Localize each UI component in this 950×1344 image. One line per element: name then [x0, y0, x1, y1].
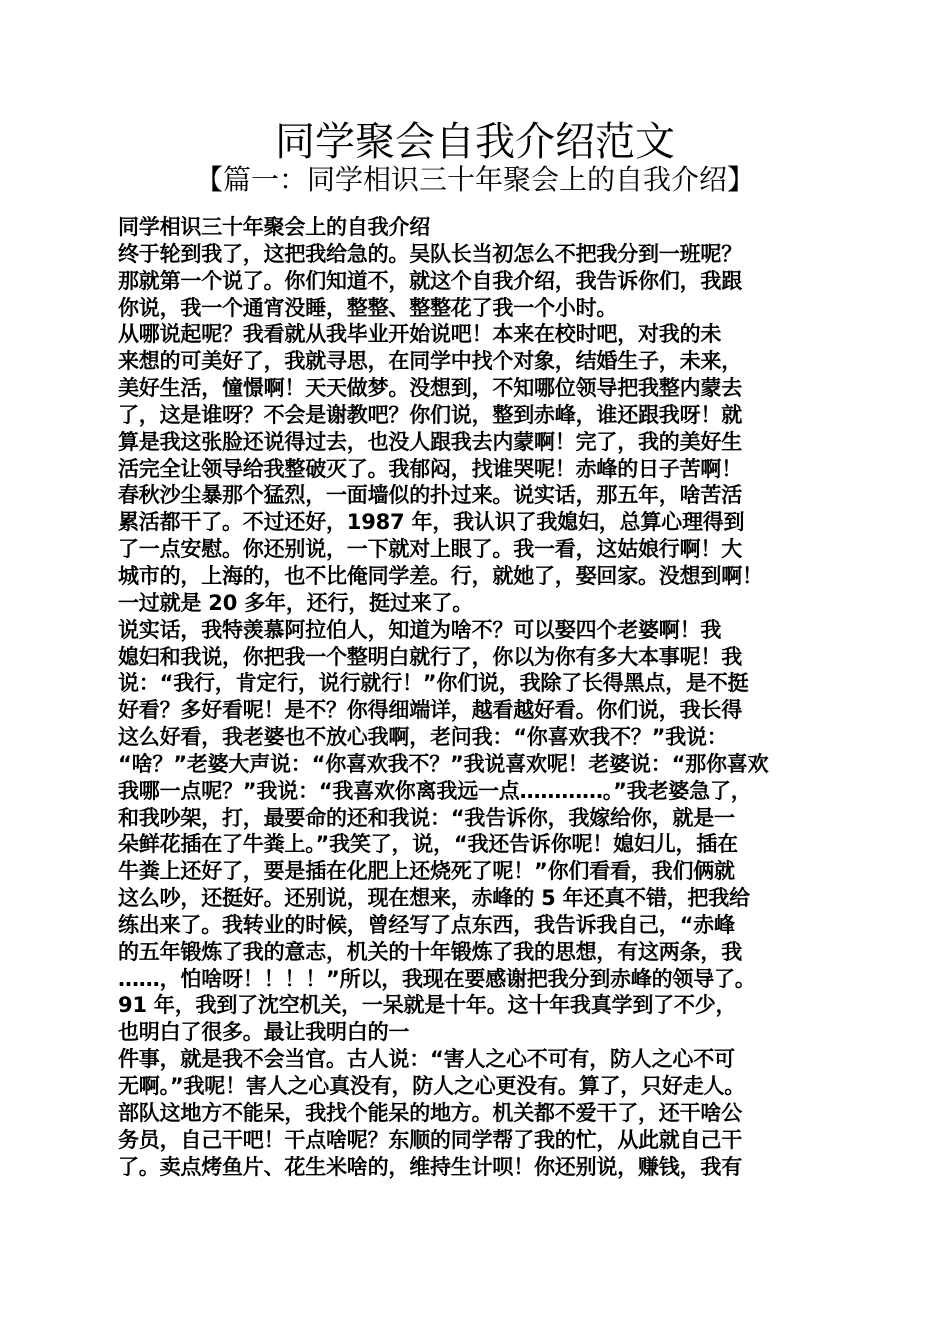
- body-line: 那就第一个说了。你们知道不，就这个自我介绍，我告诉你们，我跟: [118, 268, 742, 293]
- body-line: 从哪说起呢？我看就从我毕业开始说吧！本来在校时吧，对我的未: [118, 322, 722, 347]
- body-line: 朵鲜花插在了牛粪上。”我笑了，说，“我还告诉你呢！媳妇儿，插在: [118, 832, 738, 857]
- body-line: 好看？多好看呢！是不？你得细端详，越看越好看。你们说，我长得: [118, 698, 742, 723]
- body-line: 算是我这张脸还说得过去，也没人跟我去内蒙啊！完了，我的美好生: [118, 429, 742, 454]
- body-line: 这么吵，还挺好。还别说，现在想来，赤峰的 5 年还真不错，把我给: [118, 886, 750, 911]
- body-line: 了。卖点烤鱼片、花生米啥的，维持生计呗！你还别说，赚钱，我有: [118, 1154, 742, 1179]
- body-line: 件事，就是我不会当官。古人说：“害人之心不可有，防人之心不可: [118, 1047, 735, 1072]
- body-line: 一过就是 20 多年，还行，挺过来了。: [118, 590, 474, 615]
- body-line: 说实话，我特羡慕阿拉伯人，知道为啥不？可以娶四个老婆啊！我: [118, 617, 722, 642]
- body-line: 牛粪上还好了，要是插在化肥上还烧死了呢！”你们看看，我们俩就: [118, 859, 735, 884]
- body-line: 你说，我一个通宵没睡，整整、整整花了我一个小时。: [118, 295, 618, 320]
- body-line: 和我吵架，打，最要命的还和我说：“我告诉你，我嫁给你，就是一: [118, 805, 735, 830]
- body-line: 也明白了很多。最让我明白的一: [118, 1020, 410, 1045]
- body-line: 了一点安慰。你还别说，一下就对上眼了。我一看，这姑娘行啊！大: [118, 537, 742, 562]
- body-line: 累活都干了。不过还好，1987 年，我认识了我媳妇，总算心理得到: [118, 510, 745, 535]
- document-title: 同学聚会自我介绍范文: [275, 119, 675, 165]
- body-line: 无啊。”我呢！害人之心真没有，防人之心更没有。算了，只好走人。: [118, 1074, 746, 1098]
- body-line: 说：“我行，肯定行，说行就行！”你们说，我除了长得黑点，是不挺: [118, 671, 749, 696]
- body-line: 我哪一点呢？”我说：“我喜欢你离我远一点…………。”我老婆急了，: [118, 778, 752, 803]
- body-line: 91 年，我到了沈空机关，一呆就是十年。这十年我真学到了不少，: [118, 993, 737, 1018]
- body-line: 了，这是谁呀？不会是谢教吧？你们说，整到赤峰，谁还跟我呀！就: [118, 402, 742, 427]
- body-line: “啥？”老婆大声说：“你喜欢我不？”我说喜欢呢！老婆说：“那你喜欢: [118, 751, 769, 776]
- body-line: 城市的，上海的，也不比俺同学差。行，就她了，娶回家。没想到啊！: [118, 563, 763, 588]
- body-line: 部队这地方不能呆，我找个能呆的地方。机关都不爱干了，还干啥公: [118, 1100, 742, 1125]
- body-line: 美好生活，憧憬啊！天天做梦。没想到，不知哪位领导把我整内蒙去: [118, 376, 742, 401]
- document-body: [118, 214, 848, 1180]
- body-line: 这么好看，我老婆也不放心我啊，老问我：“你喜欢我不？”我说：: [118, 725, 728, 750]
- body-line: 来想的可美好了，我就寻思，在同学中找个对象，结婚生子，未来，: [118, 349, 742, 374]
- body-line: 的五年锻炼了我的意志，机关的十年锻炼了我的思想，有这两条，我: [118, 939, 742, 964]
- body-line: 务员，自己干吧！干点啥呢？东顺的同学帮了我的忙，从此就自己干: [118, 1127, 742, 1152]
- body-line: 练出来了。我转业的时候，曾经写了点东西，我告诉我自己，“赤峰: [118, 912, 735, 937]
- body-line: 终于轮到我了，这把我给急的。吴队长当初怎么不把我分到一班呢？: [118, 241, 742, 266]
- body-line: 媳妇和我说，你把我一个整明白就行了，你以为你有多大本事呢！我: [118, 644, 742, 669]
- document-subtitle: 【篇一：同学相识三十年聚会上的自我介绍】: [194, 163, 755, 196]
- body-line: 同学相识三十年聚会上的自我介绍: [118, 215, 430, 239]
- body-line: 活完全让领导给我整破灭了。我郁闷，找谁哭呢！赤峰的日子苦啊！: [118, 456, 742, 481]
- body-line: ……，怕啥呀！！！！”所以，我现在要感谢把我分到赤峰的领导了。: [118, 966, 756, 991]
- body-line: 春秋沙尘暴那个猛烈，一面墙似的扑过来。说实话，那五年，啥苦活: [118, 483, 742, 508]
